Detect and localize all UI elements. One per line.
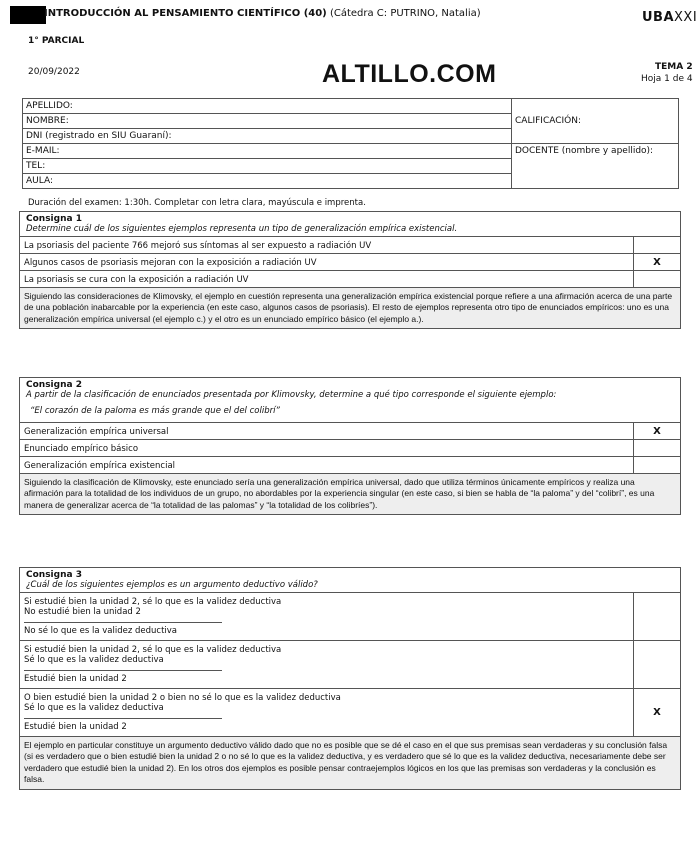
option-argument bbox=[20, 689, 634, 736]
consigna-title: Consigna 1 bbox=[26, 214, 82, 224]
consigna-question: ¿Cuál de los siguientes ejemplos es un argumento deductivo válido? bbox=[26, 580, 318, 590]
conclusion: Estudié bien la unidad 2 bbox=[24, 722, 127, 732]
option-row[interactable] bbox=[20, 253, 680, 270]
consigna-1 bbox=[19, 211, 681, 329]
option-text: Generalización empírica existencial bbox=[20, 457, 634, 473]
option-text: La psoriasis del paciente 766 mejoró sus síntomas al ser expuesto a radiación UV bbox=[20, 237, 634, 253]
aula-field[interactable]: AULA: bbox=[23, 174, 512, 189]
tel-field[interactable]: TEL: bbox=[23, 159, 512, 174]
consigna-quote: “El corazón de la paloma es más grande que el del colibrí” bbox=[30, 406, 280, 416]
consigna-question: A partir de la clasificación de enunciados presentada por Klimovsky, determine a qué tipo corresponde el siguiente ejemplo: bbox=[26, 390, 557, 400]
watermark: ALTILLO.COM bbox=[322, 60, 497, 88]
dni-field[interactable]: DNI (registrado en SIU Guaraní): bbox=[23, 129, 512, 144]
consigna-explanation: Siguiendo la clasificación de Klimovsky, este enunciado sería una generalización empírica universal, dado que utiliza términos únicamente empíricos y realiza una afirmación para la totalidad de los individuos de un grupo, no abordables por la experiencia singular (en este caso, si bien se habla de “la paloma” y del “colibrí”, es una manera de generalizar acerca de “la totalidad de las palomas” y “la totalidad de los colibríes”). bbox=[20, 473, 680, 514]
option-row[interactable] bbox=[20, 236, 680, 253]
option-mark[interactable] bbox=[634, 593, 680, 640]
course-title bbox=[44, 8, 481, 19]
tema-label: TEMA 2 bbox=[655, 62, 693, 72]
option-row[interactable] bbox=[20, 640, 680, 688]
option-mark[interactable] bbox=[634, 237, 680, 253]
option-text: Generalización empírica universal bbox=[20, 423, 634, 439]
option-mark[interactable] bbox=[634, 457, 680, 473]
option-mark[interactable]: X bbox=[653, 707, 661, 718]
option-mark[interactable] bbox=[634, 641, 680, 688]
consigna-title: Consigna 3 bbox=[26, 570, 82, 580]
consigna-explanation: Siguiendo las consideraciones de Klimovsky, el ejemplo en cuestión representa una generalización empírica existencial porque refiere a una afirmación acerca de una parte de una población inabarcable por la experiencia (en este caso, algunos casos de psoriasis). El resto de ejemplos representa otro tipo de enunciados empíricos: uno es una generalización empírica universal (el ejemplo c.) y el otro es un enunciado empírico básico (el ejemplo a.). bbox=[20, 287, 680, 328]
conclusion: No sé lo que es la validez deductiva bbox=[24, 626, 177, 636]
option-text: La psoriasis se cura con la exposición a radiación UV bbox=[20, 271, 634, 287]
premise-2: Sé lo que es la validez deductiva bbox=[24, 703, 164, 713]
option-mark[interactable]: X bbox=[653, 425, 661, 437]
duration-note: Duración del examen: 1:30h. Completar con letra clara, mayúscula e imprenta. bbox=[28, 198, 366, 208]
inference-line bbox=[24, 718, 222, 719]
option-row[interactable] bbox=[20, 270, 680, 287]
consigna-explanation: El ejemplo en particular constituye un argumento deductivo válido dado que no es posible que se dé el caso en el que sus premisas sean verdaderas y su conclusión falsa (si es verdadero que o bien estudié bien la unidad 2 o no sé lo que es la validez deductiva, y es verdadero que sé lo que es la validez deductiva, necesariamente debe ser verdadero que estudié bien la unidad 2). En los otros dos ejemplos es posible pensar contraejemplos lógicos en los que las premisas son verdaderas y la conclusión es falsa. bbox=[20, 736, 680, 789]
premise-1: Si estudié bien la unidad 2, sé lo que es la validez deductiva bbox=[24, 645, 282, 655]
exam-date: 20/09/2022 bbox=[28, 67, 80, 77]
consigna-question: Determine cuál de los siguientes ejemplos representa un tipo de generalización empírica existencial. bbox=[26, 224, 458, 234]
calificacion-field[interactable]: CALIFICACIÓN: bbox=[512, 99, 679, 144]
conclusion: Estudié bien la unidad 2 bbox=[24, 674, 127, 684]
option-row[interactable] bbox=[20, 439, 680, 456]
student-info-table bbox=[22, 98, 679, 189]
option-argument bbox=[20, 593, 634, 640]
consigna-2 bbox=[19, 377, 681, 515]
inference-line bbox=[24, 622, 222, 623]
apellido-field[interactable]: APELLIDO: bbox=[23, 99, 512, 114]
uba-logo-xxi: XXI bbox=[674, 10, 698, 25]
nombre-field[interactable]: NOMBRE: bbox=[23, 114, 512, 129]
option-argument bbox=[20, 641, 634, 688]
course-name: INTRODUCCIÓN AL PENSAMIENTO CIENTÍFICO (40) bbox=[44, 8, 327, 19]
option-row[interactable] bbox=[20, 688, 680, 736]
option-row[interactable] bbox=[20, 422, 680, 439]
uba-logo-text: UBA bbox=[642, 10, 675, 25]
premise-1: Si estudié bien la unidad 2, sé lo que es la validez deductiva bbox=[24, 597, 282, 607]
course-chair: (Cátedra C: PUTRINO, Natalia) bbox=[329, 8, 481, 19]
exam-name: 1° PARCIAL bbox=[28, 36, 85, 46]
page-count: Hoja 1 de 4 bbox=[641, 74, 693, 84]
option-text: Enunciado empírico básico bbox=[20, 440, 634, 456]
premise-1: O bien estudié bien la unidad 2 o bien no sé lo que es la validez deductiva bbox=[24, 693, 341, 703]
consigna-title: Consigna 2 bbox=[26, 380, 82, 390]
consigna-3 bbox=[19, 567, 681, 790]
redaction-bar bbox=[10, 6, 46, 24]
uba-logo bbox=[642, 10, 697, 25]
option-mark[interactable] bbox=[634, 440, 680, 456]
premise-2: No estudié bien la unidad 2 bbox=[24, 607, 141, 617]
premise-2: Sé lo que es la validez deductiva bbox=[24, 655, 164, 665]
option-mark[interactable]: X bbox=[653, 256, 661, 268]
email-field[interactable]: E-MAIL: bbox=[23, 144, 512, 159]
option-text: Algunos casos de psoriasis mejoran con la exposición a radiación UV bbox=[20, 254, 634, 270]
docente-field[interactable]: DOCENTE (nombre y apellido): bbox=[512, 144, 679, 189]
inference-line bbox=[24, 670, 222, 671]
option-mark[interactable] bbox=[634, 271, 680, 287]
option-row[interactable] bbox=[20, 456, 680, 473]
option-row[interactable] bbox=[20, 592, 680, 640]
